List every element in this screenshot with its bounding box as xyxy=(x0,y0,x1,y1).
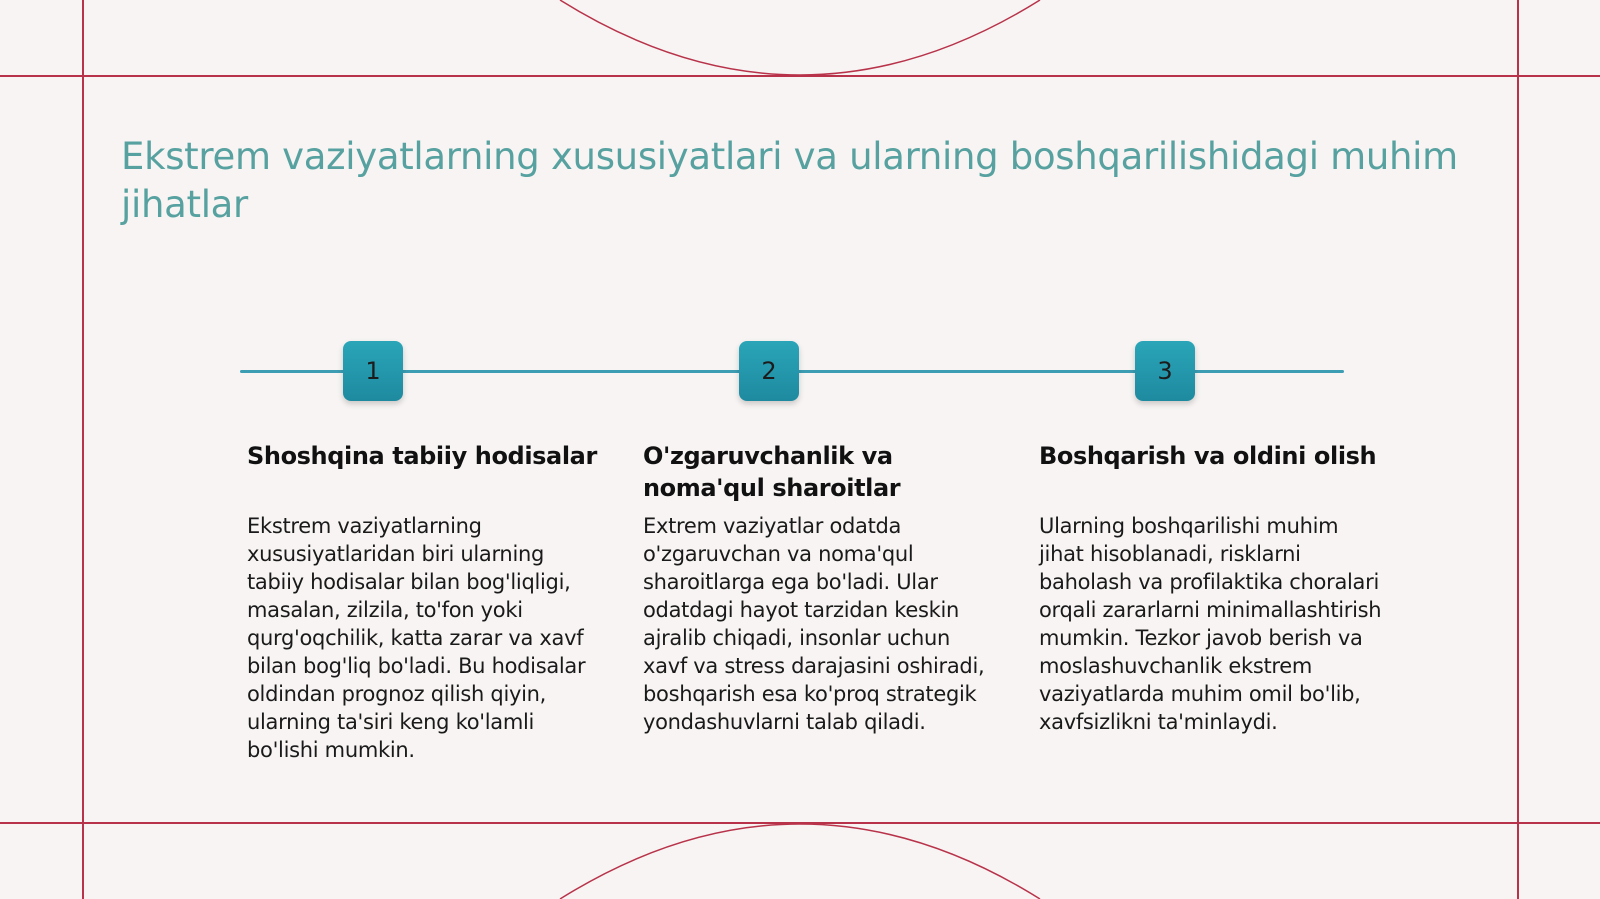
top-arc xyxy=(560,0,1040,75)
step-3-title: Boshqarish va oldini olish xyxy=(1039,442,1377,470)
step-3-description: Ularning boshqarilishi muhim jihat hisoblanadi, risklarni baholash va profilaktika choralari orqali zararlarni minimallashtirish mumkin. Tezkor javob berish va moslashuvchanlik ekstrem vaziyatlarda muhim omil bo'lib, xavfsizlikni ta'minlaydi. xyxy=(1039,514,1382,734)
step-2-description: Extrem vaziyatlar odatda o'zgaruvchan va noma'qul sharoitlarga ega bo'ladi. Ular odatdagi hayot tarzidan keskin ajralib chiqadi, insonlar uchun xavf va stress darajasini oshiradi, boshqarish esa ko'proq strategik yondashuvlarni talab qiladi. xyxy=(643,514,985,734)
step-2-badge: 2 xyxy=(739,341,799,401)
step-1-description: Ekstrem vaziyatlarning xususiyatlaridan biri ularning tabiiy hodisalar bilan bog'liqligi, masalan, zilzila, to'fon yoki qurg'oqchilik, katta zarar va xavf bilan bog'liq bo'ladi. Bu hodisalar oldindan prognoz qilish qiyin, ularning ta'siri keng ko'lamli bo'lishi mumkin. xyxy=(247,514,586,762)
step-3-badge: 3 xyxy=(1135,341,1195,401)
step-2-title: O'zgaruvchanlik va noma'qul sharoitlar xyxy=(643,442,901,502)
bottom-arc xyxy=(560,824,1040,899)
step-1-badge: 1 xyxy=(343,341,403,401)
slide-title: Ekstrem vaziyatlarning xususiyatlari va ularning boshqarilishidagi muhim jihatlar xyxy=(121,135,1458,226)
step-1-title: Shoshqina tabiiy hodisalar xyxy=(247,442,597,470)
